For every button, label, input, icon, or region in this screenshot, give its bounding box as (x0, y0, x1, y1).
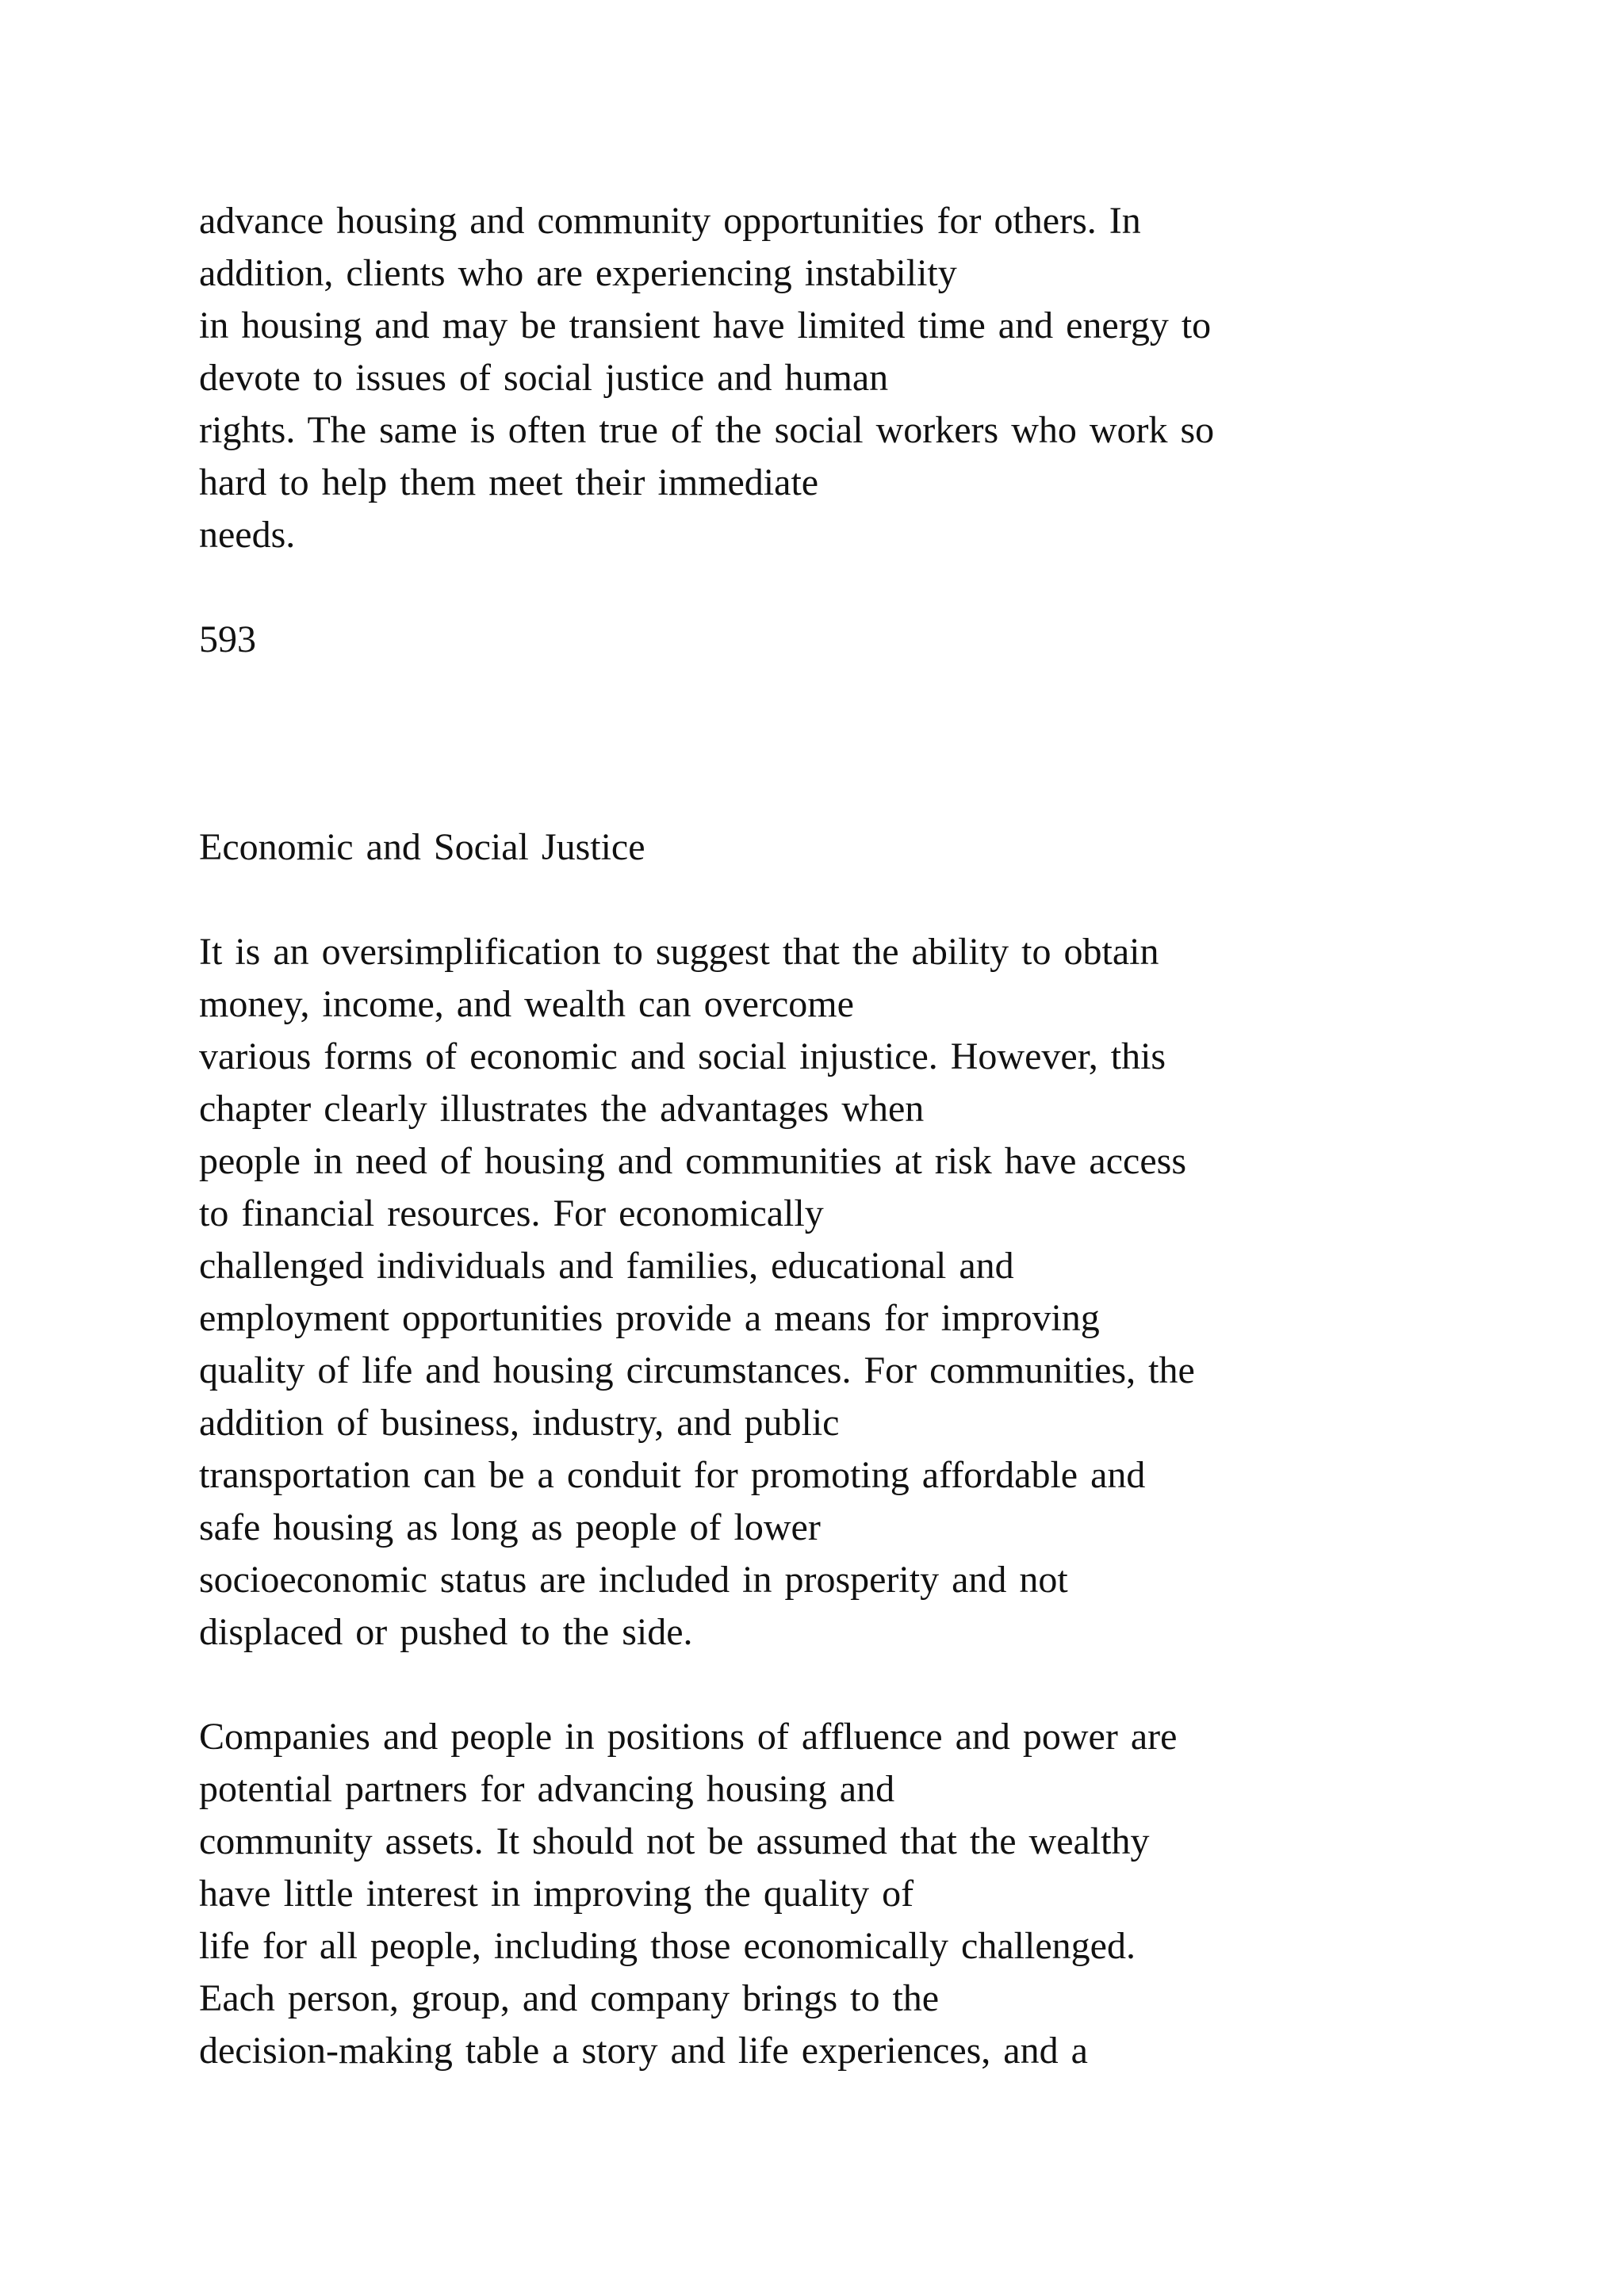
text-line: chapter clearly illustrates the advantages when (199, 1088, 925, 1130)
text-line: Companies and people in positions of affluence and power are (199, 1716, 1178, 1758)
text-line: displaced or pushed to the side. (199, 1611, 693, 1653)
text-line: devote to issues of social justice and human (199, 357, 889, 399)
text-line: challenged individuals and families, educational and (199, 1245, 1014, 1287)
text-line: community assets. It should not be assumed that the wealthy (199, 1820, 1150, 1862)
text-line: people in need of housing and communities at risk have access (199, 1140, 1186, 1182)
text-line: It is an oversimplification to suggest that the ability to obtain (199, 931, 1159, 973)
text-line: have little interest in improving the quality of (199, 1873, 914, 1915)
text-line: addition, clients who are experiencing instability (199, 252, 957, 294)
text-line: life for all people, including those economically challenged. (199, 1925, 1136, 1967)
text-line: needs. (199, 514, 296, 556)
text-line: rights. The same is often true of the social workers who work so (199, 409, 1215, 451)
text-line: potential partners for advancing housing and (199, 1768, 895, 1810)
section-heading: Economic and Social Justice (199, 826, 645, 868)
text-line: Each person, group, and company brings to the (199, 1977, 940, 2019)
text-line: addition of business, industry, and public (199, 1402, 840, 1444)
page-number: 593 (199, 618, 256, 660)
text-line: decision-making table a story and life experiences, and a (199, 2030, 1088, 2072)
text-line: employment opportunities provide a means for improving (199, 1297, 1100, 1339)
text-line: safe housing as long as people of lower (199, 1506, 821, 1548)
text-line: in housing and may be transient have limited time and energy to (199, 304, 1212, 346)
text-line: socioeconomic status are included in prosperity and not (199, 1559, 1068, 1601)
text-line: to financial resources. For economically (199, 1192, 824, 1234)
text-line: quality of life and housing circumstances. For communities, the (199, 1349, 1195, 1391)
text-line: hard to help them meet their immediate (199, 461, 819, 503)
text-line: various forms of economic and social injustice. However, this (199, 1035, 1166, 1077)
text-line: transportation can be a conduit for promoting affordable and (199, 1454, 1146, 1496)
text-line: money, income, and wealth can overcome (199, 983, 854, 1025)
text-line: advance housing and community opportunities for others. In (199, 200, 1141, 242)
